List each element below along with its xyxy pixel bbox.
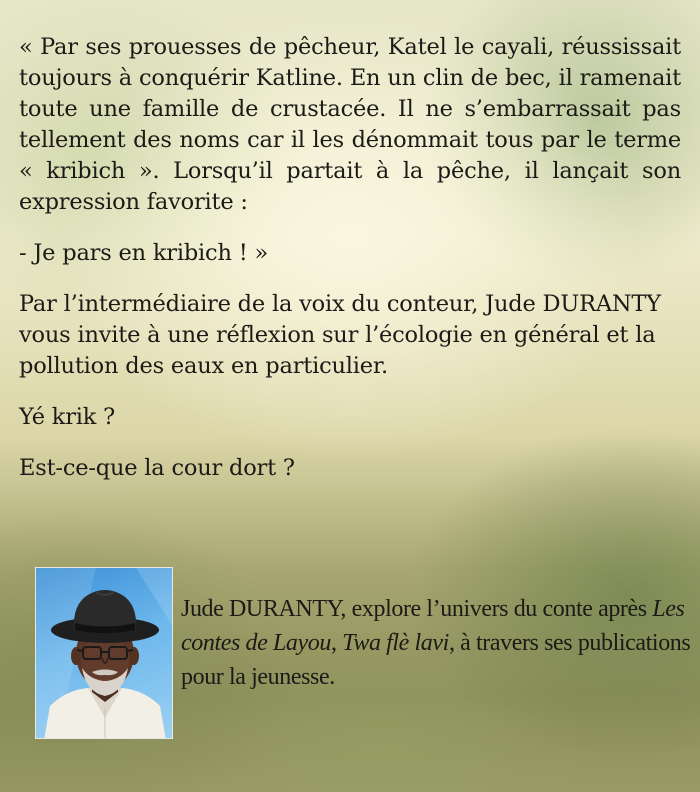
book-title-1: Les contes de Layou [181, 596, 685, 656]
summary-paragraph: « Par ses prouesses de pêcheur, Katel le cayali, réussissait toujours à conquérir Katline. En un clin de bec, il ramenait toute une famille de crustacée. Il ne s’embarrassait pas tellement des noms car il les dénommait tous par le terme « kribich ». Lorsqu’il partait à la pêche, il lançait son expression favorite : [19, 34, 681, 215]
back-cover-text [19, 32, 681, 504]
book-title-2: Twa flè lavi [342, 630, 449, 656]
bio-text-start: Jude DURANTY, explore l’univers du conte après [181, 596, 653, 622]
author-section [35, 567, 691, 739]
bio-text-end: , à travers ses publications pour la jeunesse. [181, 630, 691, 690]
author-bio [181, 592, 691, 694]
quote-line: - Je pars en kribich ! » [19, 240, 269, 266]
ye-krik-line: Yé krik ? [19, 404, 116, 430]
author-photo [35, 567, 173, 739]
invitation-paragraph: Par l’intermédiaire de la voix du conteur, Jude DURANTY vous invite à une réflexion sur l’écologie en général et la pollution des eaux en particulier. [19, 291, 661, 379]
cour-dort-line: Est-ce-que la cour dort ? [19, 455, 295, 481]
bio-separator: , [330, 630, 343, 656]
